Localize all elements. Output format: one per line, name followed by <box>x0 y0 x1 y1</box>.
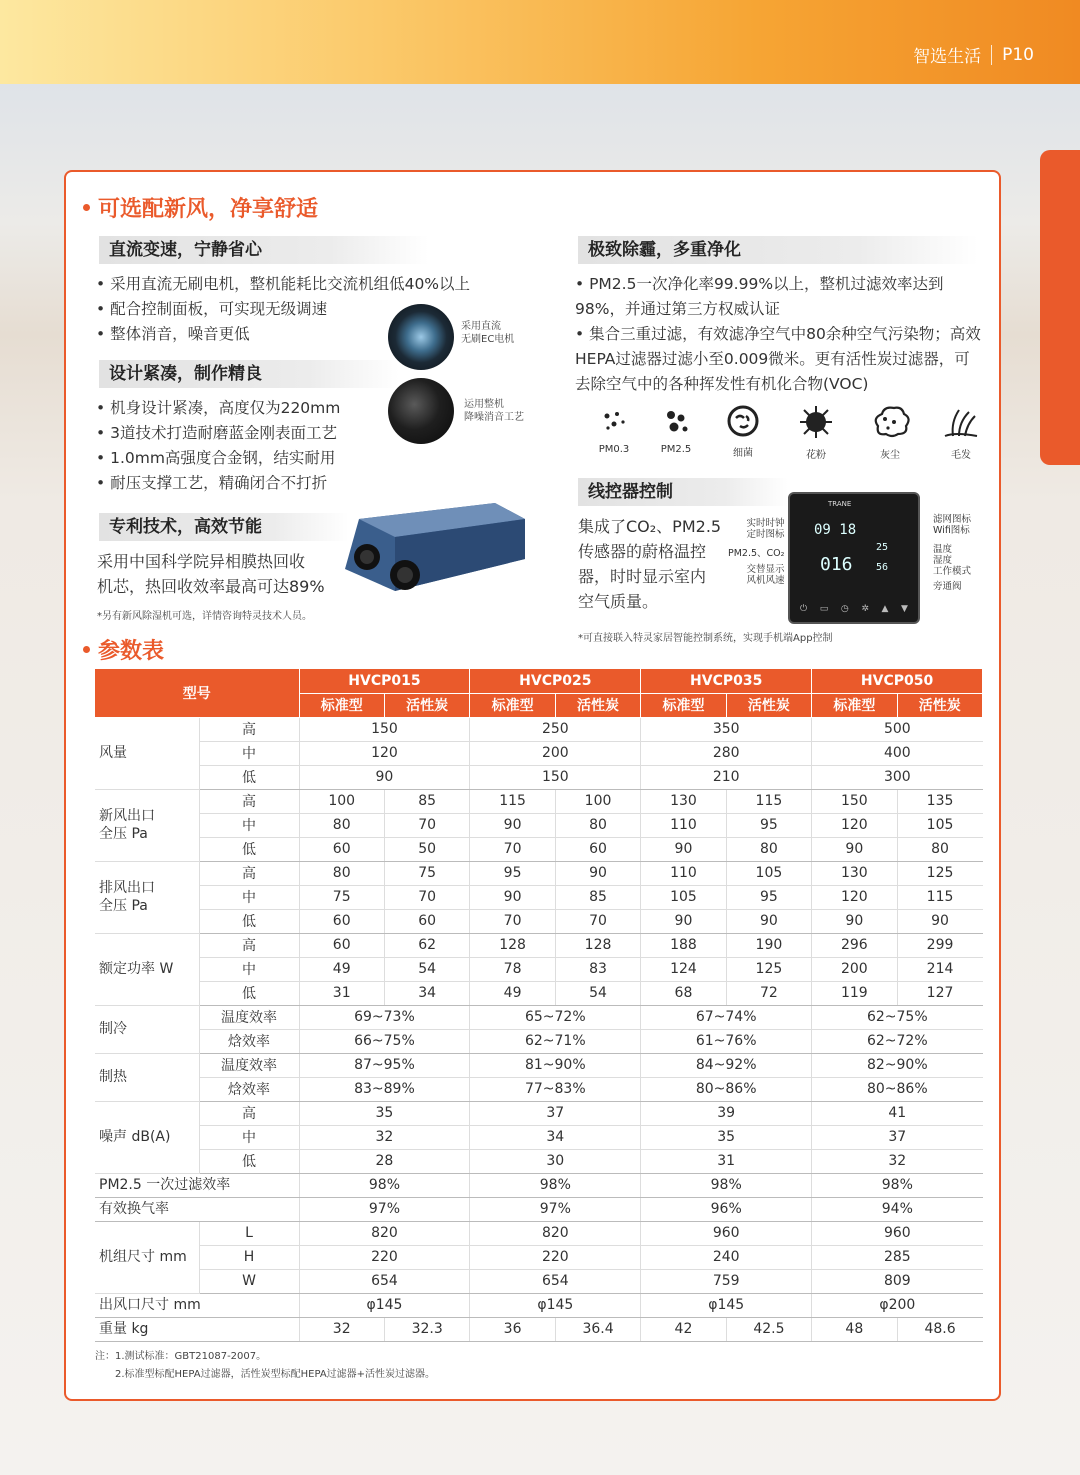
table-cell: 188 <box>641 933 726 957</box>
row-level-label: H <box>199 1245 299 1269</box>
table-cell: 80 <box>726 837 811 861</box>
compact-heading: 设计紧凑，制作精良 <box>99 360 399 388</box>
table-cell: 127 <box>897 981 982 1005</box>
table-cell: 67~74% <box>641 1005 812 1029</box>
row-group-label: 制冷 <box>95 1005 199 1053</box>
list-item: • 耐压支撑工艺，精确闭合不打折 <box>96 471 340 496</box>
variant-header: 活性炭 <box>726 693 811 717</box>
table-cell: 36 <box>470 1317 555 1341</box>
table-cell: 115 <box>726 789 811 813</box>
table-cell: 95 <box>726 813 811 837</box>
table-cell: 90 <box>897 909 982 933</box>
up-icon: ▲ <box>881 604 889 614</box>
pollutant-item: 细菌 <box>708 404 778 461</box>
list-item: • PM2.5一次净化率99.99%以上，整机过滤效率达到98%，并通过第三方权威认证 <box>575 272 985 322</box>
table-cell: 110 <box>641 813 726 837</box>
table-row <box>95 933 983 957</box>
table-cell: 100 <box>555 789 640 813</box>
table-row <box>95 981 983 1005</box>
row-level-label: 高 <box>199 861 299 885</box>
table-cell: 350 <box>641 717 812 741</box>
table-cell: 62~72% <box>812 1029 983 1053</box>
row-group-label: 噪声 dB(A) <box>95 1101 199 1173</box>
controller-text: 集成了CO₂、PM2.5 传感器的蔚格温控 器，时时显示室内 空气质量。 <box>578 517 722 611</box>
table-cell: 250 <box>470 717 641 741</box>
foam-caption: 运用整机 降噪消音工艺 <box>464 399 524 423</box>
table-cell: 150 <box>299 717 470 741</box>
table-cell: 90 <box>470 813 555 837</box>
table-row <box>95 1173 983 1197</box>
list-item: • 集合三重过滤，有效滤净空气中80余种空气污染物；高效HEPA过滤器过滤小至0.009微米。更有活性炭过滤器，可去除空气中的各种挥发性有机化合物(VOC) <box>575 322 985 397</box>
table-cell: 80 <box>555 813 640 837</box>
table-row <box>95 717 983 741</box>
controller-buttons <box>800 604 908 614</box>
table-cell: 80 <box>299 813 384 837</box>
table-cell: 200 <box>470 741 641 765</box>
hair-icon <box>941 404 981 440</box>
params-title: 参数表 <box>83 634 164 665</box>
table-cell: 34 <box>470 1125 641 1149</box>
side-tab <box>1040 150 1080 465</box>
table-cell: 90 <box>812 837 897 861</box>
controller-labels-left: 实时时钟 定时图标 PM2.5、CO₂ 交替显示 风机风速 <box>728 518 785 586</box>
ec-motor-caption: 采用直流 无刷EC电机 <box>461 321 515 345</box>
table-cell: 124 <box>641 957 726 981</box>
purify-heading: 极致除霾，多重净化 <box>578 236 978 264</box>
table-cell: 120 <box>299 741 470 765</box>
table-cell: 60 <box>299 933 384 957</box>
pollutant-item: PM2.5 <box>644 404 708 461</box>
table-cell: 70 <box>470 837 555 861</box>
table-cell: 48.6 <box>897 1317 982 1341</box>
row-level-label: 低 <box>199 765 299 789</box>
table-cell: 119 <box>812 981 897 1005</box>
table-cell: 82~90% <box>812 1053 983 1077</box>
table-cell: 100 <box>299 789 384 813</box>
table-row <box>95 957 983 981</box>
table-cell: 75 <box>384 861 469 885</box>
table-body <box>95 717 983 1341</box>
row-group-label: 重量 kg <box>95 1317 299 1341</box>
table-cell: 54 <box>384 957 469 981</box>
row-level-label: 焓效率 <box>199 1029 299 1053</box>
table-cell: 35 <box>641 1125 812 1149</box>
row-group-label: 风量 <box>95 717 199 789</box>
table-cell: 125 <box>897 861 982 885</box>
table-cell: 110 <box>641 861 726 885</box>
controller-brand: TRANE <box>828 500 852 508</box>
table-cell: 68 <box>641 981 726 1005</box>
controller-humidity: 56 <box>876 562 889 573</box>
model-name: HVCP025 <box>470 669 641 693</box>
table-notes: 注：1.测试标准：GBT21087-2007。 2.标准型标配HEPA过滤器，活性炭型标配HEPA过滤器+活性炭过滤器。 <box>95 1351 436 1380</box>
variant-header: 活性炭 <box>555 693 640 717</box>
table-cell: 128 <box>470 933 555 957</box>
pollutant-item: 花粉 <box>778 404 854 461</box>
table-cell: 97% <box>299 1197 470 1221</box>
patent-heading: 专利技术，高效节能 <box>99 513 349 541</box>
table-cell: 654 <box>299 1269 470 1293</box>
controller-labels-right: 滤网图标 Wifi图标 温度 湿度 工作模式 旁通阀 <box>933 514 972 592</box>
dc-heading: 直流变速，宁静省心 <box>99 236 429 264</box>
table-cell: 130 <box>641 789 726 813</box>
section-label: 智选生活 <box>913 47 982 67</box>
variant-header: 标准型 <box>641 693 726 717</box>
table-cell: 80~86% <box>641 1077 812 1101</box>
fresh-air-title: 可选配新风，净享舒适 <box>83 192 318 223</box>
table-cell: 200 <box>812 957 897 981</box>
table-cell: 400 <box>812 741 983 765</box>
list-item: • 1.0mm高强度合金钢，结实耐用 <box>96 446 340 471</box>
table-cell: 285 <box>812 1245 983 1269</box>
table-cell: 65~72% <box>470 1005 641 1029</box>
table-cell: 120 <box>812 813 897 837</box>
table-cell: 96% <box>641 1197 812 1221</box>
table-cell: 759 <box>641 1269 812 1293</box>
row-group-label: 有效换气率 <box>95 1197 299 1221</box>
fan-icon: ✲ <box>861 604 869 614</box>
variant-header: 活性炭 <box>384 693 469 717</box>
list-item: • 配合控制面板，可实现无级调速 <box>96 297 470 322</box>
table-cell: 500 <box>812 717 983 741</box>
table-cell: 960 <box>641 1221 812 1245</box>
table-cell: 70 <box>555 909 640 933</box>
table-cell: 98% <box>812 1173 983 1197</box>
table-cell: 90 <box>641 837 726 861</box>
table-cell: 240 <box>641 1245 812 1269</box>
table-cell: 90 <box>555 861 640 885</box>
foam-image <box>388 378 454 444</box>
table-cell: 83 <box>555 957 640 981</box>
model-header: 型号 <box>95 669 299 717</box>
row-level-label: 中 <box>199 957 299 981</box>
table-cell: 50 <box>384 837 469 861</box>
model-name: HVCP035 <box>641 669 812 693</box>
table-cell: φ145 <box>299 1293 470 1317</box>
controller-heading: 线控器控制 <box>578 478 788 506</box>
patent-text: 采用中国科学院异相膜热回收 机芯，热回收效率最高可达89% <box>97 552 325 596</box>
table-cell: 87~95% <box>299 1053 470 1077</box>
table-row <box>95 1317 983 1341</box>
table-row <box>95 813 983 837</box>
row-group-label: 额定功率 W <box>95 933 199 1005</box>
page-header <box>913 42 1034 67</box>
table-cell: 98% <box>641 1173 812 1197</box>
table-cell: 960 <box>812 1221 983 1245</box>
row-level-label: 低 <box>199 909 299 933</box>
table-cell: 190 <box>726 933 811 957</box>
table-cell: 125 <box>726 957 811 981</box>
header-divider <box>991 45 992 65</box>
row-level-label: 低 <box>199 1149 299 1173</box>
pm25-icon <box>659 404 693 438</box>
table-cell: 31 <box>641 1149 812 1173</box>
table-row <box>95 789 983 813</box>
pollutant-icons <box>584 404 996 461</box>
table-cell: 105 <box>641 885 726 909</box>
table-row <box>95 1101 983 1125</box>
table-cell: 90 <box>470 885 555 909</box>
table-cell: 61~76% <box>641 1029 812 1053</box>
row-level-label: 高 <box>199 933 299 957</box>
pollutant-item: 毛发 <box>926 404 996 461</box>
bullet-dot <box>83 646 90 653</box>
row-level-label: W <box>199 1269 299 1293</box>
table-cell: φ145 <box>470 1293 641 1317</box>
content-panel <box>64 170 1001 1401</box>
table-cell: 77~83% <box>470 1077 641 1101</box>
table-cell: 36.4 <box>555 1317 640 1341</box>
table-cell: 30 <box>470 1149 641 1173</box>
table-cell: 220 <box>299 1245 470 1269</box>
table-cell: 72 <box>726 981 811 1005</box>
table-row <box>95 1149 983 1173</box>
table-cell: 115 <box>470 789 555 813</box>
table-cell: 60 <box>299 909 384 933</box>
ventilation-unit-image <box>345 499 525 594</box>
row-level-label: 低 <box>199 837 299 861</box>
table-cell: 62~71% <box>470 1029 641 1053</box>
table-cell: 28 <box>299 1149 470 1173</box>
table-cell: 90 <box>641 909 726 933</box>
table-cell: 37 <box>812 1125 983 1149</box>
table-cell: 81~90% <box>470 1053 641 1077</box>
row-group-label: 机组尺寸 mm <box>95 1221 199 1293</box>
table-row <box>95 909 983 933</box>
controller-pm: 016 <box>820 554 853 575</box>
row-level-label: 中 <box>199 1125 299 1149</box>
pollutant-item: 灰尘 <box>854 404 926 461</box>
table-cell: 31 <box>299 981 384 1005</box>
table-cell: 75 <box>299 885 384 909</box>
table-cell: 42.5 <box>726 1317 811 1341</box>
table-cell: 80 <box>299 861 384 885</box>
variant-header: 标准型 <box>299 693 384 717</box>
table-cell: 128 <box>555 933 640 957</box>
table-cell: 48 <box>812 1317 897 1341</box>
dust-icon <box>870 404 910 440</box>
table-cell: 90 <box>726 909 811 933</box>
compact-bullets <box>96 396 340 496</box>
table-cell: 70 <box>384 813 469 837</box>
table-row <box>95 837 983 861</box>
variant-header: 标准型 <box>812 693 897 717</box>
pollutant-item: PM0.3 <box>584 404 644 461</box>
table-row <box>95 861 983 885</box>
table-row <box>95 1029 983 1053</box>
table-cell: 135 <box>897 789 982 813</box>
table-cell: 62 <box>384 933 469 957</box>
table-cell: 32 <box>299 1317 384 1341</box>
table-cell: 62~75% <box>812 1005 983 1029</box>
purify-bullets <box>575 272 985 397</box>
page-number: P10 <box>1002 44 1034 65</box>
pollen-icon <box>798 404 834 440</box>
table-cell: 60 <box>299 837 384 861</box>
bacteria-icon <box>726 404 760 438</box>
row-level-label: 低 <box>199 981 299 1005</box>
table-cell: 90 <box>812 909 897 933</box>
bullet-dot <box>83 204 90 211</box>
variant-header: 活性炭 <box>897 693 982 717</box>
table-cell: 820 <box>470 1221 641 1245</box>
table-cell: 214 <box>897 957 982 981</box>
row-level-label: 焓效率 <box>199 1077 299 1101</box>
table-cell: 32 <box>812 1149 983 1173</box>
timer-icon: ◷ <box>840 604 849 614</box>
table-row <box>95 1005 983 1029</box>
row-group-label: 出风口尺寸 mm <box>95 1293 299 1317</box>
table-cell: 66~75% <box>299 1029 470 1053</box>
row-level-label: 中 <box>199 813 299 837</box>
table-cell: 34 <box>384 981 469 1005</box>
table-cell: 115 <box>897 885 982 909</box>
row-level-label: 温度效率 <box>199 1005 299 1029</box>
table-cell: φ145 <box>641 1293 812 1317</box>
table-row <box>95 1197 983 1221</box>
list-item: • 3道技术打造耐磨蓝金刚表面工艺 <box>96 421 340 446</box>
table-cell: 95 <box>470 861 555 885</box>
table-cell: 32 <box>299 1125 470 1149</box>
table-header <box>95 669 983 717</box>
table-row <box>95 1125 983 1149</box>
table-row <box>95 765 983 789</box>
row-group-label: 新风出口 全压 Pa <box>95 789 199 861</box>
table-cell: 42 <box>641 1317 726 1341</box>
row-group-label: 制热 <box>95 1053 199 1101</box>
table-cell: 105 <box>726 861 811 885</box>
table-row <box>95 1245 983 1269</box>
table-cell: 120 <box>812 885 897 909</box>
table-row <box>95 885 983 909</box>
controller-time: 09 18 <box>814 522 857 538</box>
row-level-label: 高 <box>199 789 299 813</box>
table-cell: 220 <box>470 1245 641 1269</box>
table-cell: 654 <box>470 1269 641 1293</box>
table-cell: 105 <box>897 813 982 837</box>
table-cell: 49 <box>470 981 555 1005</box>
table-cell: 60 <box>555 837 640 861</box>
list-item: • 采用直流无刷电机，整机能耗比交流机组低40%以上 <box>96 272 470 297</box>
table-row <box>95 741 983 765</box>
wall-controller-image <box>788 492 920 624</box>
table-cell: 69~73% <box>299 1005 470 1029</box>
row-level-label: 高 <box>199 717 299 741</box>
row-level-label: 温度效率 <box>199 1053 299 1077</box>
table-row <box>95 1269 983 1293</box>
table-cell: 32.3 <box>384 1317 469 1341</box>
table-cell: 300 <box>812 765 983 789</box>
row-level-label: 高 <box>199 1101 299 1125</box>
table-cell: 85 <box>384 789 469 813</box>
controller-note: *可直接联入特灵家居智能控制系统，实现手机端App控制 <box>578 633 833 644</box>
table-cell: 80 <box>897 837 982 861</box>
mode-icon: ▭ <box>819 604 829 614</box>
table-cell: 130 <box>812 861 897 885</box>
table-cell: 70 <box>384 885 469 909</box>
table-cell: 97% <box>470 1197 641 1221</box>
power-icon: ⏻ <box>800 604 808 614</box>
table-cell: 83~89% <box>299 1077 470 1101</box>
table-cell: 54 <box>555 981 640 1005</box>
row-group-label: 排风出口 全压 Pa <box>95 861 199 933</box>
table-cell: 98% <box>470 1173 641 1197</box>
table-cell: 98% <box>299 1173 470 1197</box>
table-row <box>95 1221 983 1245</box>
table-cell: 210 <box>641 765 812 789</box>
down-icon: ▼ <box>901 604 908 614</box>
table-cell: 78 <box>470 957 555 981</box>
table-cell: 37 <box>470 1101 641 1125</box>
table-cell: 150 <box>812 789 897 813</box>
table-cell: 90 <box>299 765 470 789</box>
table-cell: 49 <box>299 957 384 981</box>
table-cell: 35 <box>299 1101 470 1125</box>
table-cell: φ200 <box>812 1293 983 1317</box>
table-cell: 809 <box>812 1269 983 1293</box>
table-cell: 41 <box>812 1101 983 1125</box>
model-name: HVCP050 <box>812 669 983 693</box>
table-cell: 299 <box>897 933 982 957</box>
row-level-label: 中 <box>199 885 299 909</box>
row-level-label: 中 <box>199 741 299 765</box>
model-name: HVCP015 <box>299 669 470 693</box>
table-cell: 94% <box>812 1197 983 1221</box>
table-cell: 84~92% <box>641 1053 812 1077</box>
pm03-icon <box>597 404 631 438</box>
table-cell: 296 <box>812 933 897 957</box>
table-row <box>95 1077 983 1101</box>
controller-temp: 25 <box>876 542 889 553</box>
table-cell: 80~86% <box>812 1077 983 1101</box>
parameter-table <box>95 669 983 1342</box>
table-cell: 280 <box>641 741 812 765</box>
table-cell: 39 <box>641 1101 812 1125</box>
table-cell: 60 <box>384 909 469 933</box>
table-cell: 85 <box>555 885 640 909</box>
table-cell: 150 <box>470 765 641 789</box>
table-cell: 95 <box>726 885 811 909</box>
table-cell: 820 <box>299 1221 470 1245</box>
row-group-label: PM2.5 一次过滤效率 <box>95 1173 299 1197</box>
table-row <box>95 1053 983 1077</box>
list-item: • 整体消音，噪音更低 <box>96 322 470 347</box>
table-cell: 70 <box>470 909 555 933</box>
row-level-label: L <box>199 1221 299 1245</box>
patent-note: *另有新风除湿机可选，详情咨询特灵技术人员。 <box>97 611 312 622</box>
table-row <box>95 1293 983 1317</box>
list-item: • 机身设计紧凑，高度仅为220mm <box>96 396 340 421</box>
variant-header: 标准型 <box>470 693 555 717</box>
